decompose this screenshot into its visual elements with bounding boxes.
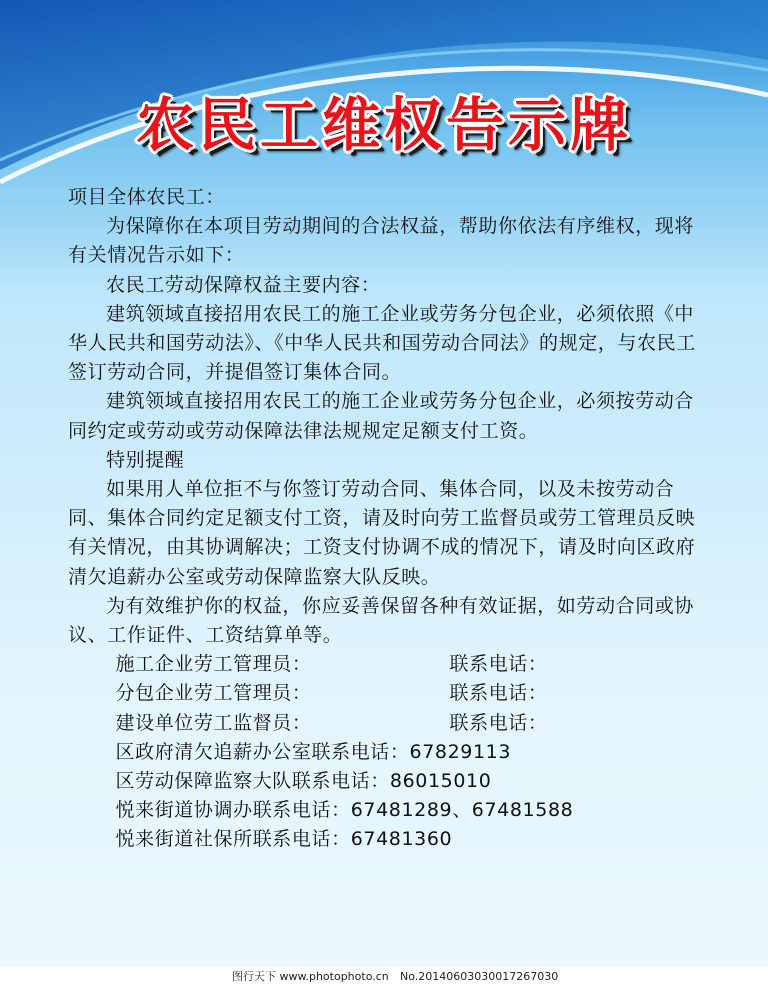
watermark-site: 图行天下 www.photophoto.cn bbox=[232, 970, 389, 983]
notice-body bbox=[68, 183, 708, 855]
wage-paragraph: 建筑领域直接招用农民工的施工企业或劳务分包企业，必须按劳动合同约定或劳动或劳动保障法律法规规定足额支付工资。 bbox=[68, 390, 695, 442]
contact-row bbox=[68, 650, 708, 679]
contact-row bbox=[68, 679, 708, 708]
evidence-paragraph: 为有效维护你的权益，你应妥善保留各种有效证据，如劳动合同或协议、工作证件、工资结算单等。 bbox=[68, 594, 695, 647]
salutation: 项目全体农民工： bbox=[68, 186, 225, 208]
phone-line: 悦来街道协调办联系电话：67481289、67481588 bbox=[115, 799, 574, 822]
contact-role: 建设单位劳工监督员： bbox=[115, 711, 312, 734]
contact-row bbox=[68, 709, 708, 738]
reminder-heading: 特别提醒 bbox=[106, 448, 185, 471]
contact-phone-label: 联系电话： bbox=[449, 711, 548, 734]
phone-line: 区劳动保障监察大队联系电话：86015010 bbox=[115, 770, 492, 793]
watermark-footer bbox=[0, 967, 768, 987]
contract-paragraph: 建筑领域直接招用农民工的施工企业或劳务分包企业，必须依照《中华人民共和国劳动法》、《中华人民共和国劳动合同法》的规定，与农民工签订劳动合同，并提倡签订集体合同。 bbox=[68, 302, 696, 384]
phone-line: 悦来街道社保所联系电话：67481360 bbox=[115, 828, 453, 851]
poster-title: 农民工维权告示牌 bbox=[135, 91, 632, 159]
contact-phone-label: 联系电话： bbox=[449, 682, 548, 705]
contact-phone-label: 联系电话： bbox=[449, 653, 548, 676]
watermark-number: No.20140603030017267030 bbox=[400, 970, 559, 983]
rights-heading: 农民工劳动保障权益主要内容： bbox=[106, 273, 381, 296]
phone-line: 区政府清欠追薪办公室联系电话：67829113 bbox=[115, 740, 512, 763]
contact-role: 施工企业劳工管理员： bbox=[115, 653, 312, 676]
contact-role: 分包企业劳工管理员： bbox=[115, 682, 312, 705]
reminder-paragraph: 如果用人单位拒不与你签订劳动合同、集体合同，以及未按劳动合同、集体合同约定足额支付工资，请及时向劳工监督员或劳工管理员反映有关情况，由其协调解决；工资支付协调不成的情况下，请及时向区政府清欠追薪办公室或劳动保障监察大队反映。 bbox=[68, 478, 696, 588]
intro-paragraph: 为保障你在本项目劳动期间的合法权益，帮助你依法有序维权，现将有关情况告示如下： bbox=[68, 215, 695, 267]
